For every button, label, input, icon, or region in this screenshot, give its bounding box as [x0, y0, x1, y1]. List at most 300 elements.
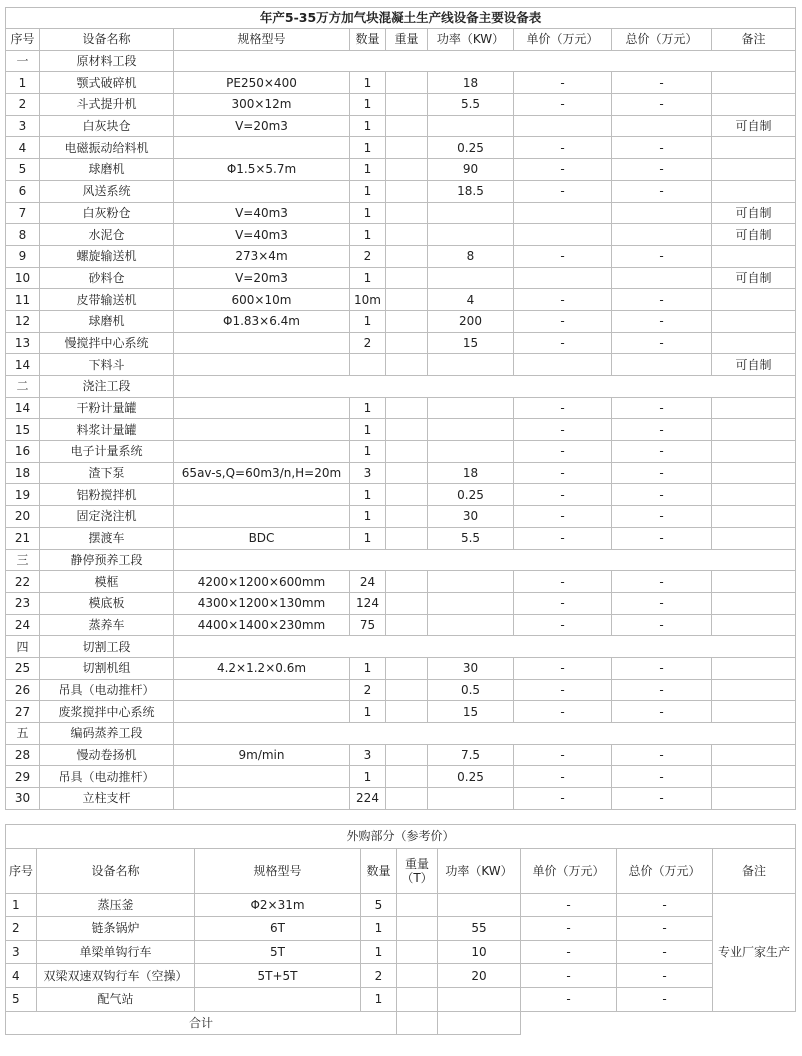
table-row: [6, 987, 796, 1011]
table-cell: 1: [350, 701, 386, 723]
table-cell: 风送系统: [40, 180, 174, 202]
table-cell: 1: [361, 917, 397, 941]
table-row: [6, 964, 796, 988]
table-cell: 10: [438, 940, 521, 964]
table-cell: 23: [6, 592, 40, 614]
table-cell: [386, 701, 428, 723]
table-cell: 90: [428, 159, 514, 181]
table-cell: [386, 766, 428, 788]
table-cell: -: [514, 657, 612, 679]
table-cell: 0.25: [428, 484, 514, 506]
table-cell: 18: [428, 462, 514, 484]
table-cell: 5: [6, 159, 40, 181]
section-blank: [174, 723, 796, 745]
table-cell: -: [617, 987, 713, 1011]
table-cell: -: [612, 289, 712, 311]
table-cell: 2: [6, 94, 40, 116]
table-cell: [521, 1011, 796, 1035]
table-cell: [712, 441, 796, 463]
table-cell: [712, 592, 796, 614]
table-cell: 固定浇注机: [40, 506, 174, 528]
column-header: 功率（KW）: [428, 29, 514, 51]
table-cell: [174, 484, 350, 506]
table-cell: 料浆计量罐: [40, 419, 174, 441]
table-cell: 600×10m: [174, 289, 350, 311]
table-cell: 吊具（电动推杆）: [40, 679, 174, 701]
column-header: 备注: [712, 29, 796, 51]
table-cell: 1: [350, 441, 386, 463]
table-cell: V=20m3: [174, 115, 350, 137]
table-cell: 蒸压釜: [37, 893, 195, 917]
table-cell: [174, 788, 350, 810]
table-cell: 立柱支杆: [40, 788, 174, 810]
table-cell: -: [617, 964, 713, 988]
table-cell: [386, 484, 428, 506]
table-cell: [174, 332, 350, 354]
table-row: [6, 159, 796, 181]
table-cell: -: [514, 527, 612, 549]
section-name: 原材料工段: [40, 50, 174, 72]
table-cell: 300×12m: [174, 94, 350, 116]
table-cell: [428, 571, 514, 593]
table-row: [6, 940, 796, 964]
table-cell: 2: [6, 917, 37, 941]
table-cell: 白灰粉仓: [40, 202, 174, 224]
table-cell: [712, 744, 796, 766]
table-cell: -: [521, 917, 617, 941]
table-cell: [428, 115, 514, 137]
header-row: [6, 848, 796, 893]
table-cell: 13: [6, 332, 40, 354]
table-cell: -: [612, 679, 712, 701]
table-cell: [428, 267, 514, 289]
table-title: 年产5-35万方加气块混凝土生产线设备主要设备表: [6, 8, 796, 29]
table-cell: -: [521, 987, 617, 1011]
column-header: 单价（万元）: [514, 29, 612, 51]
table-cell: [386, 202, 428, 224]
table-cell: 1: [350, 419, 386, 441]
table-cell: [397, 917, 438, 941]
table-cell: [612, 354, 712, 376]
table-cell: 水泥仓: [40, 224, 174, 246]
table-cell: -: [514, 310, 612, 332]
section-number: 三: [6, 549, 40, 571]
table-cell: [174, 506, 350, 528]
table-cell: 1: [350, 506, 386, 528]
table-cell: 224: [350, 788, 386, 810]
table-cell: -: [612, 72, 712, 94]
section-number: 四: [6, 636, 40, 658]
table-cell: 10: [6, 267, 40, 289]
table-cell: 砂料仓: [40, 267, 174, 289]
table-cell: 4.2×1.2×0.6m: [174, 657, 350, 679]
table-cell: -: [514, 462, 612, 484]
table-cell: 吊具（电动推杆）: [40, 766, 174, 788]
table-row: [6, 484, 796, 506]
table-cell: [174, 397, 350, 419]
table-cell: -: [514, 332, 612, 354]
table-cell: -: [514, 180, 612, 202]
table-cell: 慢搅拌中心系统: [40, 332, 174, 354]
table-cell: [712, 788, 796, 810]
table-cell: [386, 592, 428, 614]
table-cell: 配气站: [37, 987, 195, 1011]
table-cell: 5: [6, 987, 37, 1011]
table-cell: -: [514, 701, 612, 723]
table-cell: -: [612, 527, 712, 549]
table-cell: BDC: [174, 527, 350, 549]
table-cell: [712, 245, 796, 267]
table-cell: 螺旋输送机: [40, 245, 174, 267]
section-number: 一: [6, 50, 40, 72]
table-cell: [174, 419, 350, 441]
table-cell: 5T: [195, 940, 361, 964]
column-header: 序号: [6, 848, 37, 893]
table-cell: 4: [428, 289, 514, 311]
table-cell: 1: [350, 527, 386, 549]
table-cell: 1: [350, 115, 386, 137]
table-cell: Φ2×31m: [195, 893, 361, 917]
table-cell: [712, 527, 796, 549]
table-cell: [386, 72, 428, 94]
table-cell: [612, 202, 712, 224]
section-row: [6, 549, 796, 571]
column-header: 备注: [713, 848, 796, 893]
table-cell: 球磨机: [40, 159, 174, 181]
table-cell: 1: [6, 893, 37, 917]
table-row: [6, 419, 796, 441]
table-cell: [174, 701, 350, 723]
table-row: [6, 115, 796, 137]
table-cell: 273×4m: [174, 245, 350, 267]
table-cell: 1: [6, 72, 40, 94]
total-label: 合计: [6, 1011, 397, 1035]
table-cell: 4: [6, 137, 40, 159]
table-cell: -: [612, 419, 712, 441]
table-cell: [386, 224, 428, 246]
table-cell: [174, 137, 350, 159]
table-cell: -: [612, 506, 712, 528]
table-cell: [712, 462, 796, 484]
table-cell: -: [612, 592, 712, 614]
table-row: [6, 137, 796, 159]
table-cell: 双梁双速双钩行车（空操）: [37, 964, 195, 988]
table-cell: 19: [6, 484, 40, 506]
table-cell: -: [612, 788, 712, 810]
table-cell: 12: [6, 310, 40, 332]
table-cell: 75: [350, 614, 386, 636]
table-cell: [428, 614, 514, 636]
table-cell: -: [514, 592, 612, 614]
table-cell: 29: [6, 766, 40, 788]
table-cell: [612, 224, 712, 246]
table-cell: [612, 115, 712, 137]
table-cell: 电子计量系统: [40, 441, 174, 463]
note-cell: 专业厂家生产: [713, 893, 796, 1011]
table-cell: [428, 592, 514, 614]
table-cell: [386, 332, 428, 354]
table-cell: 65av-s,Q=60m3/n,H=20m: [174, 462, 350, 484]
table-cell: 1: [350, 94, 386, 116]
table-cell: -: [514, 788, 612, 810]
table-cell: 16: [6, 441, 40, 463]
table-cell: 11: [6, 289, 40, 311]
table-cell: [386, 679, 428, 701]
section-blank: [174, 376, 796, 398]
table-cell: [386, 462, 428, 484]
table-cell: [712, 701, 796, 723]
table-cell: -: [514, 614, 612, 636]
table-cell: [386, 614, 428, 636]
purchased-equipment-table: [5, 824, 796, 1035]
table-cell: -: [514, 766, 612, 788]
table-cell: -: [612, 657, 712, 679]
table-title-row: [6, 8, 796, 29]
total-row: [6, 1011, 796, 1035]
table-cell: [428, 419, 514, 441]
table-cell: 可自制: [712, 202, 796, 224]
table-cell: [386, 115, 428, 137]
table-cell: 27: [6, 701, 40, 723]
table-cell: [438, 987, 521, 1011]
table-cell: 55: [438, 917, 521, 941]
table-cell: 电磁振动给料机: [40, 137, 174, 159]
table-row: [6, 267, 796, 289]
table-cell: Φ1.83×6.4m: [174, 310, 350, 332]
table-cell: [428, 788, 514, 810]
section-blank: [174, 50, 796, 72]
table-cell: [174, 441, 350, 463]
table-cell: [386, 419, 428, 441]
table-cell: 25: [6, 657, 40, 679]
table-cell: -: [617, 917, 713, 941]
table-cell: [428, 224, 514, 246]
table-row: [6, 310, 796, 332]
table-cell: [397, 940, 438, 964]
column-header: 总价（万元）: [617, 848, 713, 893]
table-cell: -: [612, 94, 712, 116]
table-cell: 5: [361, 893, 397, 917]
table-cell: -: [612, 180, 712, 202]
table-row: [6, 788, 796, 810]
section-row: [6, 50, 796, 72]
table-cell: [438, 893, 521, 917]
table-cell: [514, 267, 612, 289]
table-cell: [386, 159, 428, 181]
table-row: [6, 744, 796, 766]
table-cell: -: [612, 462, 712, 484]
table-cell: 20: [6, 506, 40, 528]
table-cell: 20: [438, 964, 521, 988]
table-cell: [386, 94, 428, 116]
table-cell: 8: [6, 224, 40, 246]
section-name: 静停预养工段: [40, 549, 174, 571]
table-cell: 15: [6, 419, 40, 441]
table-cell: -: [612, 701, 712, 723]
column-header: 单价（万元）: [521, 848, 617, 893]
table-cell: -: [514, 72, 612, 94]
table-row: [6, 289, 796, 311]
table-cell: -: [514, 506, 612, 528]
table-row: [6, 224, 796, 246]
table-cell: 下料斗: [40, 354, 174, 376]
table-cell: [386, 744, 428, 766]
table-cell: [174, 180, 350, 202]
table-cell: 颚式破碎机: [40, 72, 174, 94]
table-cell: V=40m3: [174, 224, 350, 246]
table-cell: [514, 354, 612, 376]
table-cell: -: [514, 419, 612, 441]
table-cell: -: [514, 484, 612, 506]
table-cell: 14: [6, 397, 40, 419]
table-cell: -: [514, 159, 612, 181]
table-row: [6, 701, 796, 723]
table-cell: 15: [428, 701, 514, 723]
table-cell: 3: [6, 115, 40, 137]
table-cell: 1: [350, 159, 386, 181]
table-row: [6, 245, 796, 267]
table-cell: 4300×1200×130mm: [174, 592, 350, 614]
table-row: [6, 202, 796, 224]
main-equipment-table: [5, 7, 796, 810]
table-cell: [386, 571, 428, 593]
column-header: 重量（T）: [397, 848, 438, 893]
table-cell: [712, 506, 796, 528]
table-cell: -: [612, 137, 712, 159]
table-cell: [397, 987, 438, 1011]
table-row: [6, 893, 796, 917]
table-cell: 1: [350, 484, 386, 506]
table-cell: 2: [350, 679, 386, 701]
table-cell: 摆渡车: [40, 527, 174, 549]
table-cell: 1: [350, 224, 386, 246]
table-cell: [712, 159, 796, 181]
table-cell: [712, 419, 796, 441]
column-header: 功率（KW）: [438, 848, 521, 893]
table-cell: [712, 766, 796, 788]
table-cell: 1: [350, 267, 386, 289]
table-cell: [195, 987, 361, 1011]
table-cell: -: [617, 940, 713, 964]
table-cell: 白灰块仓: [40, 115, 174, 137]
table-cell: [397, 893, 438, 917]
table-cell: [514, 115, 612, 137]
table-cell: [712, 571, 796, 593]
table-row: [6, 679, 796, 701]
table-row: [6, 766, 796, 788]
table-cell: V=40m3: [174, 202, 350, 224]
table-cell: 可自制: [712, 267, 796, 289]
table-cell: 124: [350, 592, 386, 614]
table-cell: 1: [361, 987, 397, 1011]
section-name: 切割工段: [40, 636, 174, 658]
section-name: 编码蒸养工段: [40, 723, 174, 745]
table-cell: -: [514, 137, 612, 159]
table-cell: [712, 679, 796, 701]
table-cell: 24: [6, 614, 40, 636]
table-cell: 1: [361, 940, 397, 964]
table-row: [6, 462, 796, 484]
table-row: [6, 72, 796, 94]
column-header: 设备名称: [37, 848, 195, 893]
table-cell: -: [521, 893, 617, 917]
table-cell: [174, 354, 350, 376]
table-cell: -: [612, 245, 712, 267]
table-cell: 铝粉搅拌机: [40, 484, 174, 506]
table-cell: 5.5: [428, 94, 514, 116]
section-row: [6, 723, 796, 745]
table-cell: [386, 180, 428, 202]
table-cell: [386, 137, 428, 159]
table-cell: 3: [6, 940, 37, 964]
table-cell: -: [612, 744, 712, 766]
table-row: [6, 441, 796, 463]
table-cell: [712, 289, 796, 311]
table-cell: [386, 245, 428, 267]
table-cell: [174, 766, 350, 788]
table-cell: -: [612, 571, 712, 593]
table-cell: [438, 1011, 521, 1035]
table-cell: 24: [350, 571, 386, 593]
table-cell: 18: [428, 72, 514, 94]
table-cell: 3: [350, 462, 386, 484]
table-cell: [428, 202, 514, 224]
table-cell: 18: [6, 462, 40, 484]
table-cell: -: [514, 94, 612, 116]
table-cell: [386, 289, 428, 311]
table-cell: 14: [6, 354, 40, 376]
table-cell: 6T: [195, 917, 361, 941]
table-cell: -: [514, 397, 612, 419]
table-cell: 模框: [40, 571, 174, 593]
table-cell: 干粉计量罐: [40, 397, 174, 419]
table-cell: -: [514, 571, 612, 593]
table-cell: -: [612, 159, 712, 181]
table-cell: [350, 354, 386, 376]
table-title: 外购部分（参考价）: [6, 825, 796, 849]
table-cell: 1: [350, 397, 386, 419]
table-cell: [712, 94, 796, 116]
table-cell: [712, 657, 796, 679]
table-row: [6, 332, 796, 354]
table-cell: 4200×1200×600mm: [174, 571, 350, 593]
section-number: 二: [6, 376, 40, 398]
table-cell: 4400×1400×230mm: [174, 614, 350, 636]
table-cell: -: [612, 397, 712, 419]
table-cell: 2: [350, 245, 386, 267]
table-cell: -: [514, 289, 612, 311]
table-cell: -: [612, 484, 712, 506]
header-row: [6, 29, 796, 51]
table-cell: 0.25: [428, 766, 514, 788]
table-cell: 慢动卷扬机: [40, 744, 174, 766]
table-cell: [712, 484, 796, 506]
table-cell: 26: [6, 679, 40, 701]
table-row: [6, 506, 796, 528]
table-cell: 0.5: [428, 679, 514, 701]
table-row: [6, 180, 796, 202]
table-cell: 皮带输送机: [40, 289, 174, 311]
table-cell: 链条锅炉: [37, 917, 195, 941]
table-cell: -: [612, 766, 712, 788]
table-cell: [712, 310, 796, 332]
table-cell: 30: [428, 657, 514, 679]
table-cell: [612, 267, 712, 289]
section-row: [6, 636, 796, 658]
section-name: 浇注工段: [40, 376, 174, 398]
section-row: [6, 376, 796, 398]
table-cell: 模底板: [40, 592, 174, 614]
